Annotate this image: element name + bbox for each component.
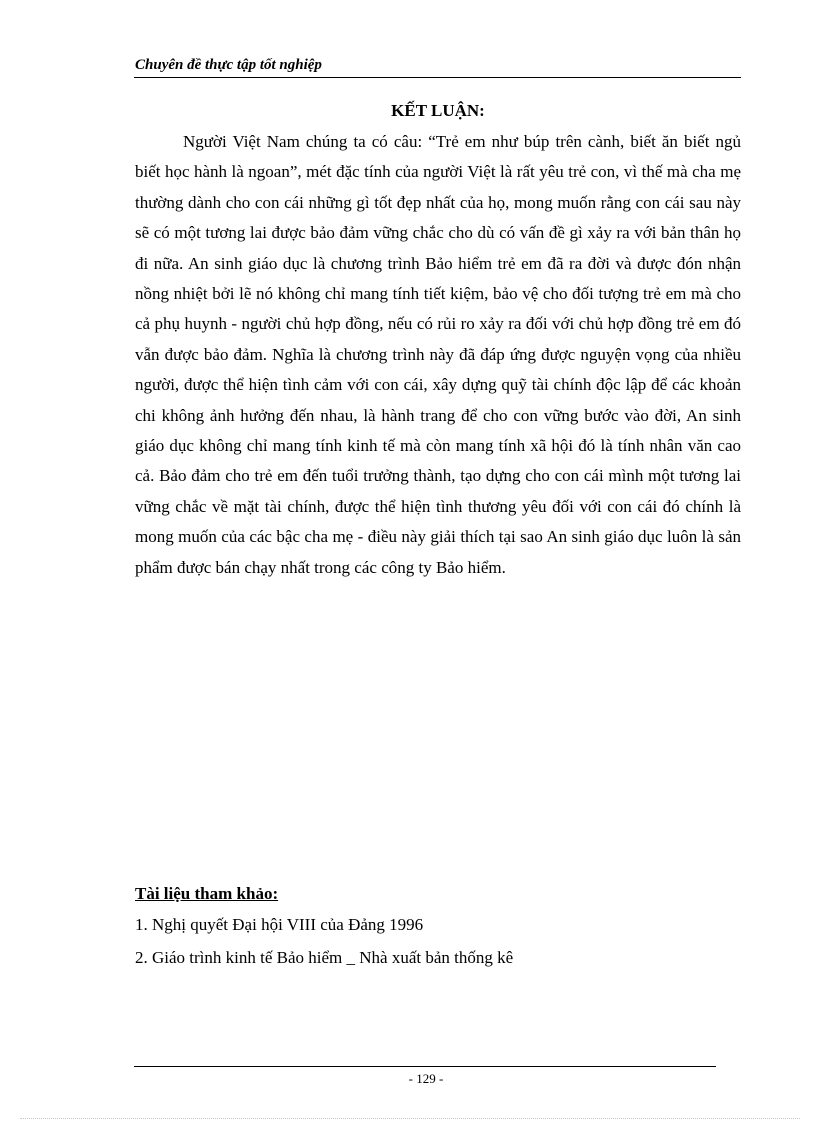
references-section bbox=[135, 880, 741, 974]
page-number: - 129 - bbox=[408, 1071, 444, 1086]
body-paragraph: Người Việt Nam chúng ta có câu: “Trẻ em như búp trên cành, biết ăn biết ngủ biết học hành là ngoan”, mét đặc tính của người Việt là rất yêu trẻ con, vì thế mà cha mẹ thường dành cho con cái những gì tốt đẹp nhất của họ, mong muốn rằng con cái sau này sẽ có một tương lai được bảo đảm vững chắc cho dù có vấn đề gì xảy ra với bản thân họ đi nữa. An sinh giáo dục là chương trình Bảo hiểm trẻ em đã ra đời và được đón nhận nồng nhiệt bởi lẽ nó không chỉ mang tính tiết kiệm, bảo vệ cho đối tượng trẻ em mà cho cả phụ huynh - người chủ hợp đồng, nếu có rủi ro xảy ra đối với chủ hợp đồng trẻ em đó vẫn được bảo đảm. Nghĩa là chương trình này đã đáp ứng được nguyện vọng của nhiều người, được thể hiện tình cảm với con cái, xây dựng quỹ tài chính độc lập để các khoản chi không ảnh hưởng đến nhau, là hành trang để cho con vững bước vào đời, An sinh giáo dục không chỉ mang tính kinh tế mà còn mang tính xã hội đó là tính nhân văn cao cả. Bảo đảm cho trẻ em đến tuổi trưởng thành, tạo dựng cho con cái mình một tương lai vững chắc về mặt tài chính, được thể hiện tình thương yêu đối với con cái đó chính là mong muốn của các bậc cha mẹ - điều này giải thích tại sao An sinh giáo dục luôn là sản phẩm được bán chạy nhất trong các công ty Bảo hiểm. bbox=[135, 132, 741, 577]
footer-rule bbox=[134, 1066, 716, 1067]
page-edge-divider bbox=[20, 1118, 800, 1119]
reference-item: 2. Giáo trình kinh tế Bảo hiểm _ Nhà xuất bản thống kê bbox=[135, 948, 514, 967]
references-heading: Tài liệu tham khảo: bbox=[135, 884, 279, 903]
reference-item: 1. Nghị quyết Đại hội VIII của Đảng 1996 bbox=[135, 915, 424, 934]
running-header: Chuyên đề thực tập tốt nghiệp bbox=[135, 57, 322, 73]
section-title: KẾT LUẬN: bbox=[391, 101, 485, 120]
header-rule bbox=[134, 77, 741, 78]
